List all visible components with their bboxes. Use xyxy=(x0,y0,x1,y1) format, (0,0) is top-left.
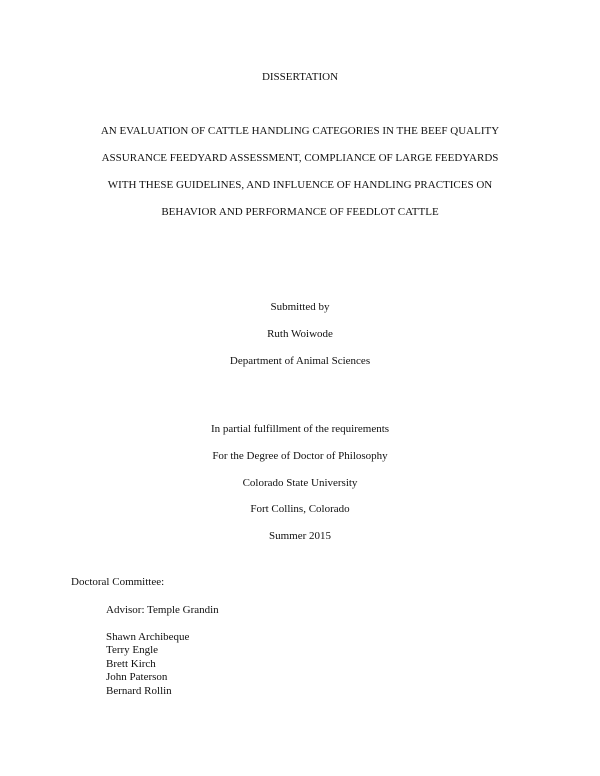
committee-label: Doctoral Committee: xyxy=(71,576,165,588)
committee-advisor: Advisor: Temple Grandin xyxy=(106,604,219,616)
document-heading: DISSERTATION xyxy=(261,71,339,83)
university-location: Fort Collins, Colorado xyxy=(250,503,350,515)
submitted-by-label: Submitted by xyxy=(270,301,330,313)
submission-term: Summer 2015 xyxy=(268,530,332,542)
committee-member: Terry Engle xyxy=(106,644,159,656)
title-line-1: AN EVALUATION OF CATTLE HANDLING CATEGORIES IN THE BEEF QUALITY xyxy=(100,125,500,137)
committee-member: John Paterson xyxy=(106,671,168,683)
author-name: Ruth Woiwode xyxy=(267,328,333,340)
title-line-4: BEHAVIOR AND PERFORMANCE OF FEEDLOT CATTLE xyxy=(161,206,439,218)
title-line-2: ASSURANCE FEEDYARD ASSESSMENT, COMPLIANCE OF LARGE FEEDYARDS xyxy=(101,152,499,164)
department-name: Department of Animal Sciences xyxy=(229,355,371,367)
university-name: Colorado State University xyxy=(242,477,358,489)
degree-statement: For the Degree of Doctor of Philosophy xyxy=(212,450,388,462)
fulfillment-statement: In partial fulfillment of the requirements xyxy=(210,423,390,435)
committee-member: Shawn Archibeque xyxy=(106,631,190,643)
committee-member: Bernard Rollin xyxy=(106,685,172,697)
committee-member: Brett Kirch xyxy=(106,658,156,670)
title-line-3: WITH THESE GUIDELINES, AND INFLUENCE OF HANDLING PRACTICES ON xyxy=(107,179,493,191)
